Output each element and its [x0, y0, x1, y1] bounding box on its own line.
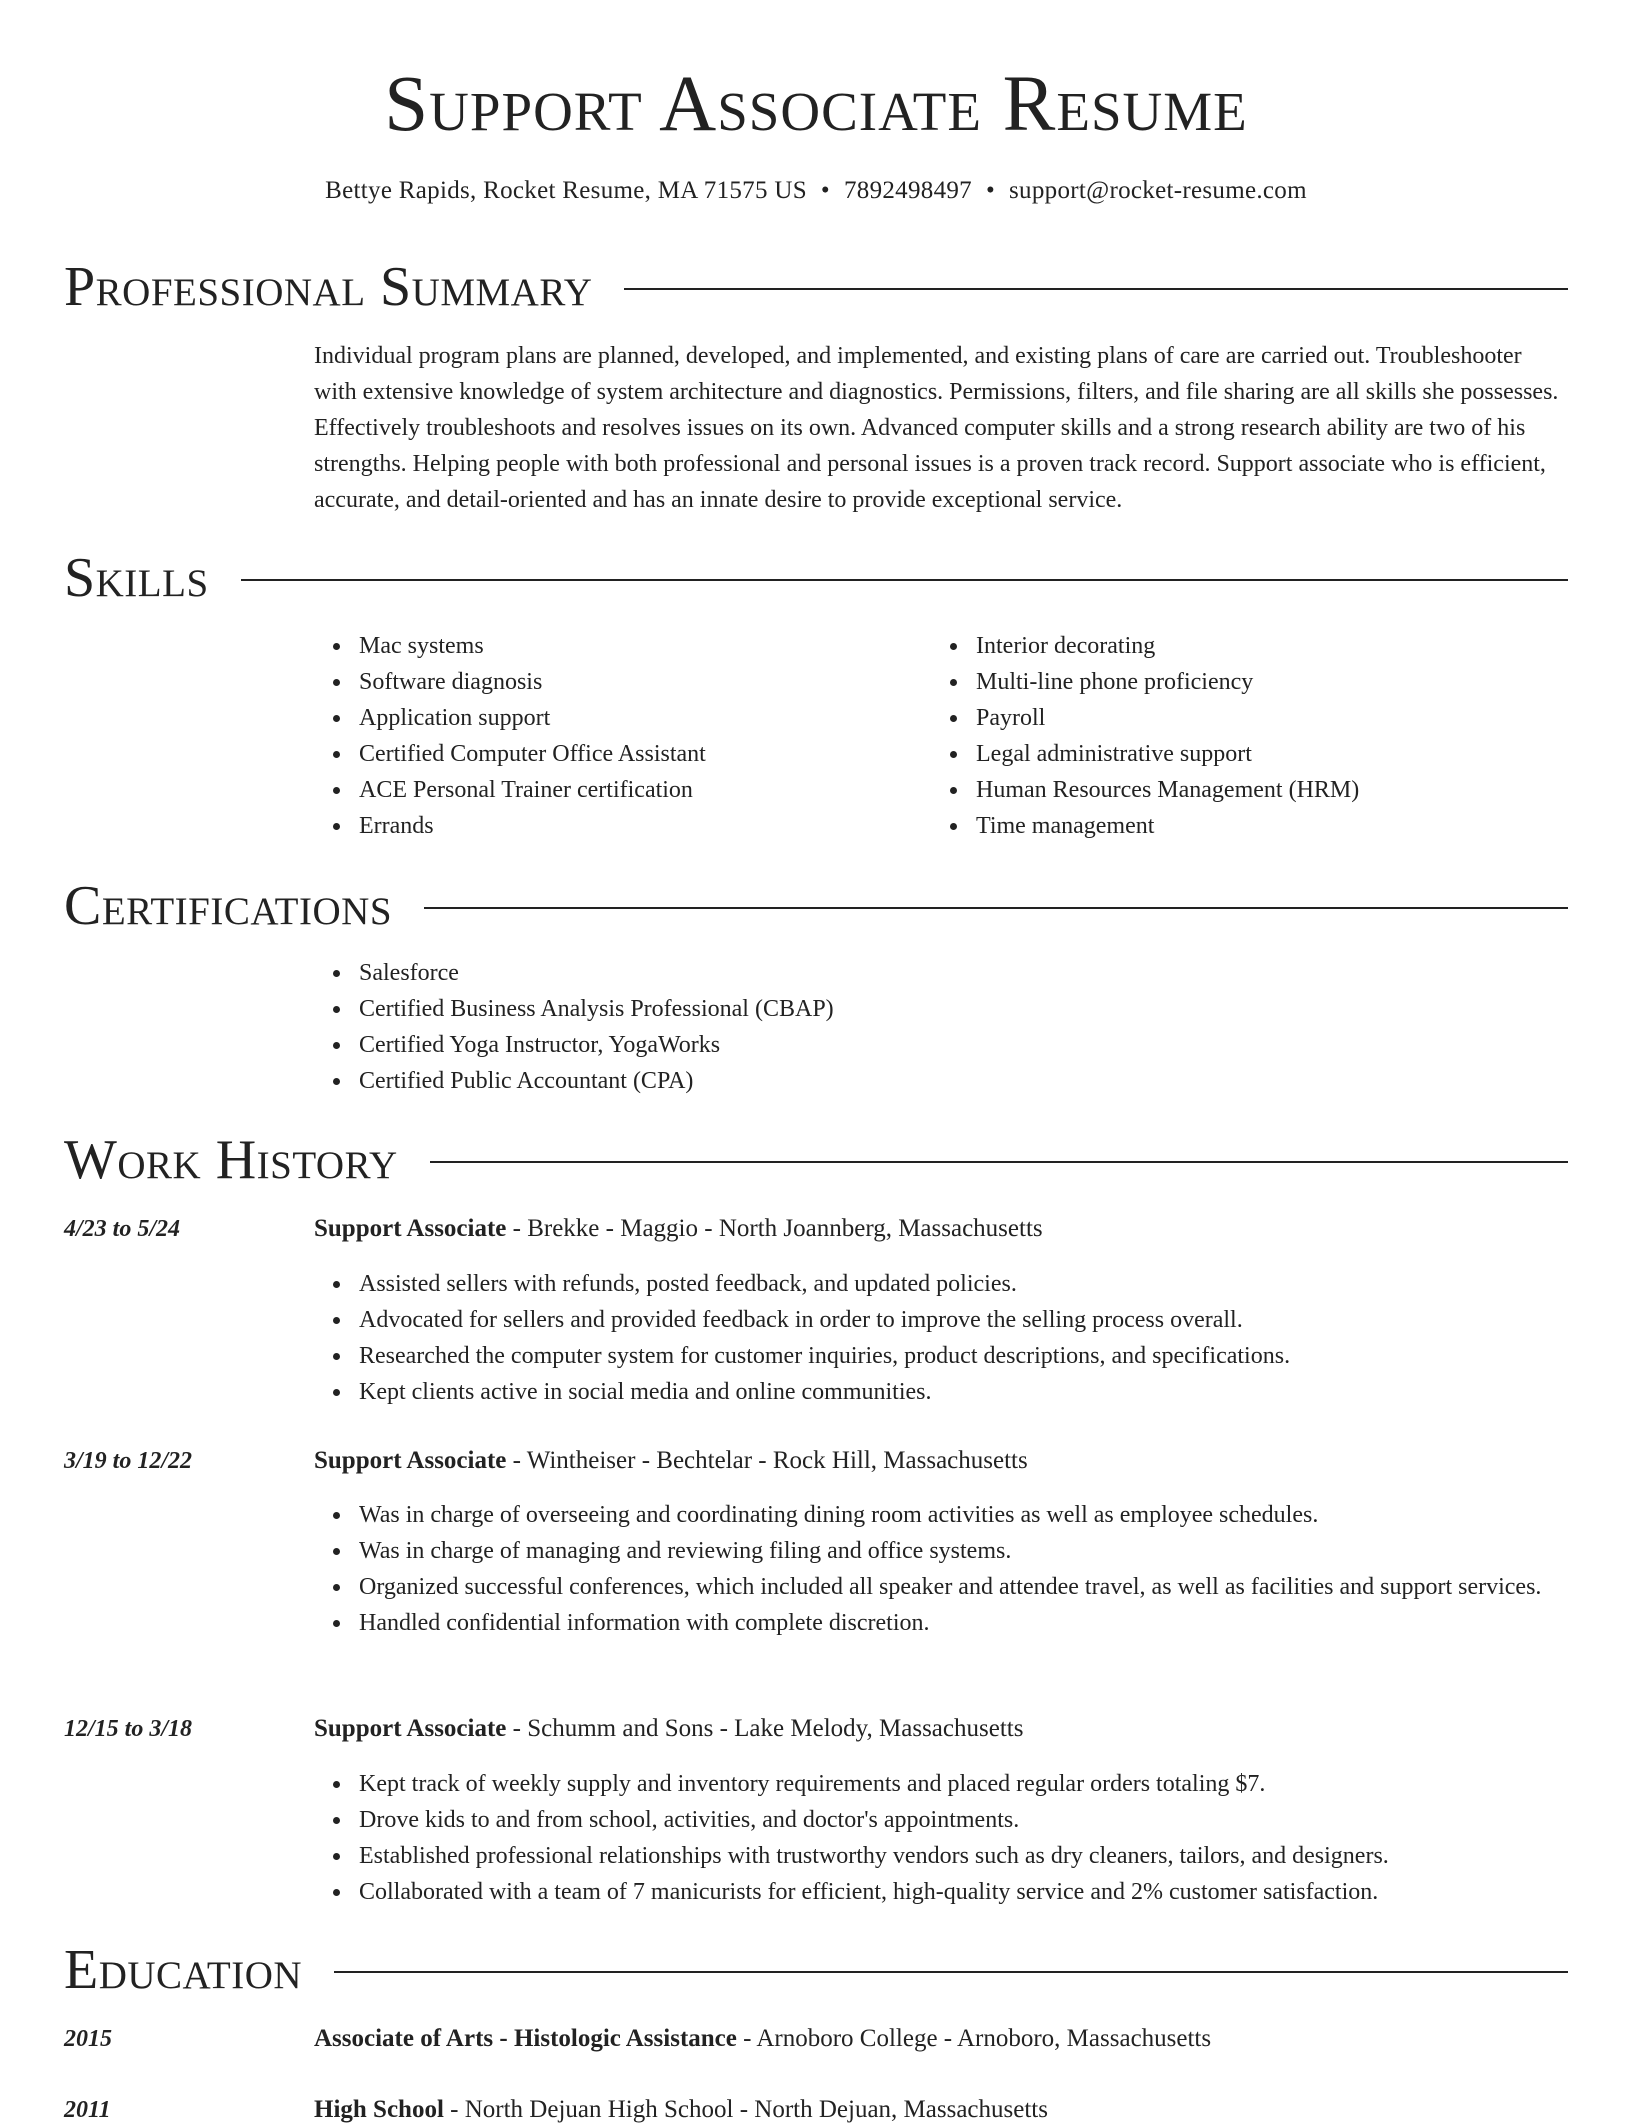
- certification-item: Salesforce: [359, 955, 1568, 991]
- skill-item: Errands: [359, 808, 931, 844]
- contact-line: [0, 174, 1632, 208]
- job-heading: [314, 1443, 1568, 1479]
- job-heading: [314, 1211, 1568, 1247]
- job-bullet: Researched the computer system for customer inquiries, product descriptions, and specifications.: [359, 1338, 1568, 1374]
- certification-item: Certified Public Accountant (CPA): [359, 1063, 1568, 1099]
- skills-body: [314, 628, 1568, 844]
- skill-item: ACE Personal Trainer certification: [359, 772, 931, 808]
- job-dates: 12/15 to 3/18: [64, 1716, 193, 1742]
- job-employer: - Brekke - Maggio - North Joannberg, Massachusetts: [506, 1215, 1043, 1242]
- section-certifications-heading: [64, 875, 1568, 937]
- job-title: Support Associate: [314, 1215, 507, 1242]
- section-title: Education: [64, 1939, 303, 2001]
- section-skills-heading: [64, 547, 1568, 609]
- section-divider: [241, 579, 1568, 581]
- job-bullet: Established professional relationships with trustworthy vendors such as dry cleaners, tailors, and designers.: [359, 1838, 1568, 1874]
- section-title: Professional Summary: [64, 256, 593, 318]
- skill-item: Mac systems: [359, 628, 931, 664]
- job-bullet: Drove kids to and from school, activities, and doctor's appointments.: [359, 1802, 1568, 1838]
- section-title: Certifications: [64, 875, 393, 937]
- section-divider: [334, 1971, 1568, 1973]
- contact-address: Bettye Rapids, Rocket Resume, MA 71575 US: [325, 177, 807, 204]
- job-bullets: [314, 1766, 1568, 1910]
- skill-item: Payroll: [976, 700, 1548, 736]
- education-year: 2011: [64, 2097, 111, 2123]
- section-title: Skills: [64, 547, 209, 609]
- job-title: Support Associate: [314, 1715, 507, 1742]
- education-heading: [314, 2021, 1568, 2057]
- contact-separator: •: [985, 177, 996, 204]
- section-title: Work History: [64, 1129, 398, 1191]
- summary-body: [314, 338, 1568, 518]
- contact-phone: 7892498497: [843, 177, 972, 204]
- job-bullet: Kept clients active in social media and online communities.: [359, 1374, 1568, 1410]
- job-employer: - Wintheiser - Bechtelar - Rock Hill, Massachusetts: [506, 1447, 1028, 1474]
- page-title: Support Associate Resume: [384, 61, 1248, 148]
- section-summary-heading: [64, 256, 1568, 318]
- job-bullet: Was in charge of managing and reviewing filing and office systems.: [359, 1533, 1568, 1569]
- section-education-heading: [64, 1939, 1568, 2001]
- job-bullet: Was in charge of overseeing and coordinating dining room activities as well as employee schedules.: [359, 1497, 1568, 1533]
- skill-item: Legal administrative support: [976, 736, 1548, 772]
- contact-separator: •: [820, 177, 830, 204]
- skill-item: Application support: [359, 700, 931, 736]
- skill-item: Interior decorating: [976, 628, 1548, 664]
- job-title: Support Associate: [314, 1447, 507, 1474]
- skills-column-right: [931, 628, 1548, 844]
- job-dates: 3/19 to 12/22: [64, 1448, 193, 1474]
- job-bullet: Advocated for sellers and provided feedback in order to improve the selling process overall.: [359, 1302, 1568, 1338]
- job-bullet: Assisted sellers with refunds, posted feedback, and updated policies.: [359, 1266, 1568, 1302]
- education-year: 2015: [64, 2026, 112, 2052]
- skills-column-left: [314, 628, 931, 844]
- skill-item: Human Resources Management (HRM): [976, 772, 1548, 808]
- skill-item: Multi-line phone proficiency: [976, 664, 1548, 700]
- certification-item: Certified Yoga Instructor, YogaWorks: [359, 1027, 1568, 1063]
- section-divider: [624, 288, 1568, 290]
- job-bullet: Handled confidential information with complete discretion.: [359, 1605, 1568, 1641]
- job-employer: - Schumm and Sons - Lake Melody, Massachusetts: [506, 1715, 1024, 1742]
- job-bullet: Kept track of weekly supply and inventory requirements and placed regular orders totaling $7.: [359, 1766, 1568, 1802]
- job-bullets: [314, 1497, 1568, 1641]
- job-bullet: Collaborated with a team of 7 manicurists for efficient, high-quality service and 2% customer satisfaction.: [359, 1874, 1568, 1910]
- job-bullet: Organized successful conferences, which included all speaker and attendee travel, as well as facilities and support services.: [359, 1569, 1568, 1605]
- certification-item: Certified Business Analysis Professional (CBAP): [359, 991, 1568, 1027]
- skill-item: Time management: [976, 808, 1548, 844]
- education-heading: [314, 2092, 1568, 2128]
- education-degree: High School: [314, 2096, 444, 2123]
- section-work-heading: [64, 1129, 1568, 1191]
- certifications-body: [314, 955, 1568, 1099]
- education-school: - North Dejuan High School - North Dejuan, Massachusetts: [443, 2096, 1048, 2123]
- contact-email: support@rocket-resume.com: [1009, 177, 1307, 204]
- summary-text: Individual program plans are planned, developed, and implemented, and existing plans of care are carried out. Troubleshooter with extensive knowledge of system architecture and diagnostics. Permissions, filters, and file sharing are all skills she possesses. Effectively troubleshoots and resolves issues on its own. Advanced computer skills and a strong research ability are two of his strengths. Helping people with both professional and personal issues is a proven track record. Support associate who is efficient, accurate, and detail-oriented and has an innate desire to provide exceptional service.: [314, 343, 1559, 513]
- section-divider: [424, 907, 1568, 909]
- job-heading: [314, 1711, 1568, 1747]
- skill-item: Software diagnosis: [359, 664, 931, 700]
- education-degree: Associate of Arts - Histologic Assistance: [314, 2025, 737, 2052]
- job-bullets: [314, 1266, 1568, 1410]
- education-school: - Arnoboro College - Arnoboro, Massachusetts: [736, 2025, 1212, 2052]
- section-divider: [430, 1161, 1568, 1163]
- job-dates: 4/23 to 5/24: [64, 1216, 181, 1242]
- skill-item: Certified Computer Office Assistant: [359, 736, 931, 772]
